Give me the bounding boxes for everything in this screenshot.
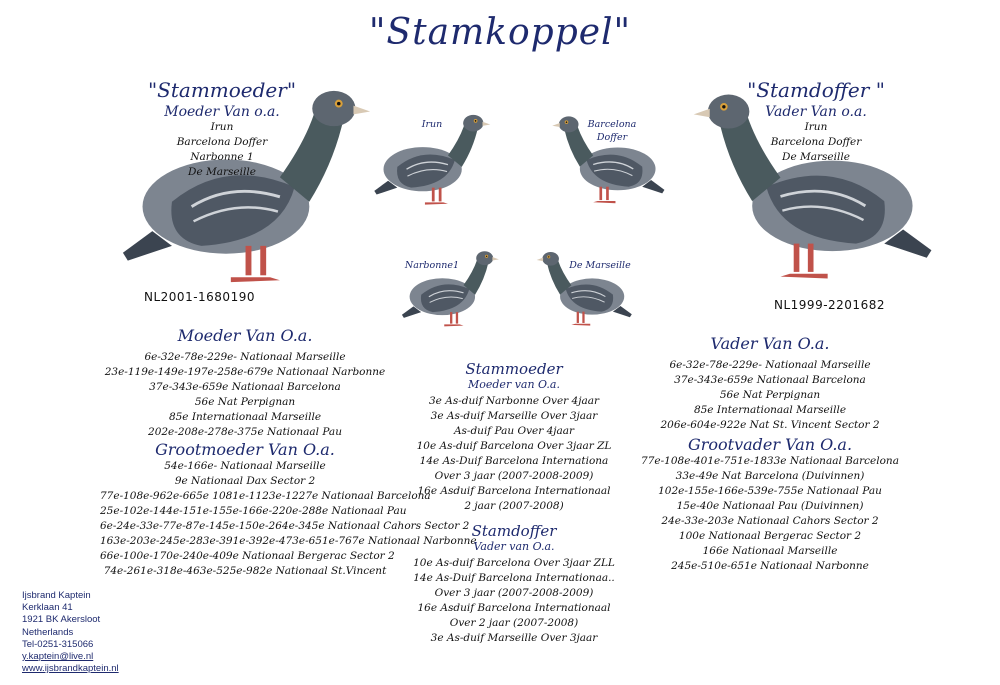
center-column	[400, 360, 628, 646]
contact-email-link[interactable]: y.kaptein@live.nl	[22, 651, 94, 663]
left-column	[100, 326, 477, 579]
contact-country: Netherlands	[22, 626, 74, 638]
contact-city: 1921 BK Akersloot	[22, 614, 101, 626]
stamdoffer-block	[730, 78, 902, 165]
child-name: Barcelona Doffer	[770, 136, 862, 148]
result-line: 66e-100e-170e-240e-409e Nationaal Bergerac Sector 2	[100, 550, 395, 562]
barcelona-doffer-label-line: Barcelona	[587, 119, 637, 130]
result-line: 6e-32e-78e-229e- Nationaal Marseille	[669, 359, 871, 371]
result-line: 24e-33e-203e Nationaal Cahors Sector 2	[661, 515, 879, 527]
result-line: 3e As-duif Marseille Over 3jaar	[430, 410, 598, 422]
child-name: De Marseille	[188, 166, 256, 178]
result-line: 2 jaar (2007-2008)	[464, 500, 564, 512]
result-line: 25e-102e-144e-151e-155e-166e-220e-288e Nationaal Pau	[100, 505, 407, 517]
result-line: Over 2 jaar (2007-2008)	[449, 617, 579, 629]
barcelona-doffer-label	[584, 118, 640, 144]
result-line: 37e-343e-659e Nationaal Barcelona	[149, 381, 341, 393]
de-marseille-label: De Marseille	[569, 260, 631, 271]
mother-of-heading: Moeder Van O.a.	[177, 326, 313, 345]
father-of-results	[640, 358, 900, 433]
result-line: 23e-119e-149e-197e-258e-679e Nationaal Narbonne	[104, 366, 386, 378]
result-line: 77e-108e-401e-751e-1833e Nationaal Barcelona	[641, 455, 899, 467]
result-line: 163e-203e-245e-283e-391e-392e-473e-651e-767e Nationaal Narbonne	[100, 535, 477, 547]
result-line: 14e As-Duif Barcelona Internationa	[419, 455, 609, 467]
result-line: 74e-261e-318e-463e-525e-982e Nationaal St.Vincent	[103, 565, 387, 577]
result-line: 16e Asduif Barcelona Internationaal	[417, 602, 611, 614]
result-line: 3e As-duif Narbonne Over 4jaar	[429, 395, 599, 407]
result-line: 16e Asduif Barcelona Internationaal	[417, 485, 611, 497]
child-name: Irun	[804, 121, 828, 133]
result-line: 9e Nationaal Dax Sector 2	[174, 475, 316, 487]
result-line: 15e-40e Nationaal Pau (Duivinnen)	[676, 500, 864, 512]
stammoeder-children	[132, 120, 312, 180]
right-column	[640, 334, 900, 574]
result-line: 56e Nat Perpignan	[719, 389, 821, 401]
result-line: 3e As-duif Marseille Over 3jaar	[430, 632, 598, 644]
result-line: 37e-343e-659e Nationaal Barcelona	[674, 374, 866, 386]
page-title: "Stamkoppel"	[368, 12, 632, 53]
result-line: 202e-208e-278e-375e Nationaal Pau	[148, 426, 342, 438]
barcelona-doffer-label-line: Doffer	[596, 132, 628, 143]
stamdoffer-ring-number: NL1999-2201682	[774, 298, 885, 312]
result-line: 77e-108e-962e-665e 1081e-1123e-1227e Nationaal Barcelona	[100, 490, 431, 502]
result-line: 56e Nat Perpignan	[194, 396, 296, 408]
result-line: 6e-32e-78e-229e- Nationaal Marseille	[144, 351, 346, 363]
irun-label: Irun	[421, 119, 443, 130]
result-line: 10e As-duif Barcelona Over 3jaar ZLL	[413, 557, 615, 569]
grandmother-heading: Grootmoeder Van O.a.	[155, 440, 335, 459]
result-line: 33e-49e Nat Barcelona (Duivinnen)	[675, 470, 865, 482]
result-line: Over 3 jaar (2007-2008-2009)	[434, 470, 594, 482]
child-name: Irun	[210, 121, 234, 133]
result-line: 102e-155e-166e-539e-755e Nationaal Pau	[658, 485, 882, 497]
result-line: 85e Internationaal Marseille	[168, 411, 322, 423]
stammoeder-ring-number: NL2001-1680190	[144, 290, 255, 304]
contact-website-link[interactable]: www.ijsbrandkaptein.nl	[22, 663, 119, 675]
stamdoffer-results	[400, 556, 628, 646]
result-line: 54e-166e- Nationaal Marseille	[164, 460, 326, 472]
stammoeder-block	[132, 78, 312, 180]
stammoeder-results	[400, 394, 628, 514]
mother-of-results	[100, 350, 390, 440]
center-stammoeder-heading: Stammoeder	[465, 360, 563, 378]
stammoeder-subheading: Moeder Van o.a.	[164, 104, 280, 120]
center-stamdoffer-sub: Vader van O.a.	[473, 540, 555, 553]
contact-name: Ijsbrand Kaptein	[22, 590, 91, 601]
result-line: Over 3 jaar (2007-2008-2009)	[434, 587, 594, 599]
center-stamdoffer-heading: Stamdoffer	[471, 522, 557, 540]
child-name: Barcelona Doffer	[176, 136, 268, 148]
result-line: 6e-24e-33e-77e-87e-145e-150e-264e-345e Nationaal Cahors Sector 2	[100, 520, 470, 532]
stamdoffer-children	[730, 120, 902, 165]
result-line: 245e-510e-651e Nationaal Narbonne	[671, 560, 869, 572]
result-line: 100e Nationaal Bergerac Sector 2	[678, 530, 862, 542]
result-line: 206e-604e-922e Nat St. Vincent Sector 2	[660, 419, 880, 431]
contact-phone: Tel-0251-315066	[22, 638, 94, 650]
de-marseille-pigeon-image	[528, 240, 628, 338]
result-line: 85e Internationaal Marseille	[693, 404, 847, 416]
grandmother-results	[100, 459, 477, 579]
grandfather-heading: Grootvader Van O.a.	[687, 435, 853, 454]
contact-block	[22, 590, 119, 675]
result-line: As-duif Pau Over 4jaar	[453, 425, 575, 437]
result-line: 14e As-Duif Barcelona Internationaa..	[413, 572, 615, 584]
father-of-heading: Vader Van O.a.	[710, 334, 830, 353]
child-name: De Marseille	[782, 151, 850, 163]
stammoeder-heading: "Stammoeder"	[147, 78, 297, 102]
stamdoffer-heading: "Stamdoffer "	[747, 78, 885, 102]
narbonne1-pigeon-image	[400, 240, 502, 338]
center-stammoeder-sub: Moeder van O.a.	[468, 378, 560, 391]
result-line: 10e As-duif Barcelona Over 3jaar ZL	[416, 440, 612, 452]
result-line: 166e Nationaal Marseille	[702, 545, 838, 557]
contact-street: Kerklaan 41	[22, 602, 73, 614]
child-name: Narbonne 1	[190, 151, 254, 163]
grandfather-results	[640, 454, 900, 574]
stamdoffer-subheading: Vader Van o.a.	[765, 104, 867, 120]
narbonne1-label: Narbonne1	[404, 260, 460, 271]
